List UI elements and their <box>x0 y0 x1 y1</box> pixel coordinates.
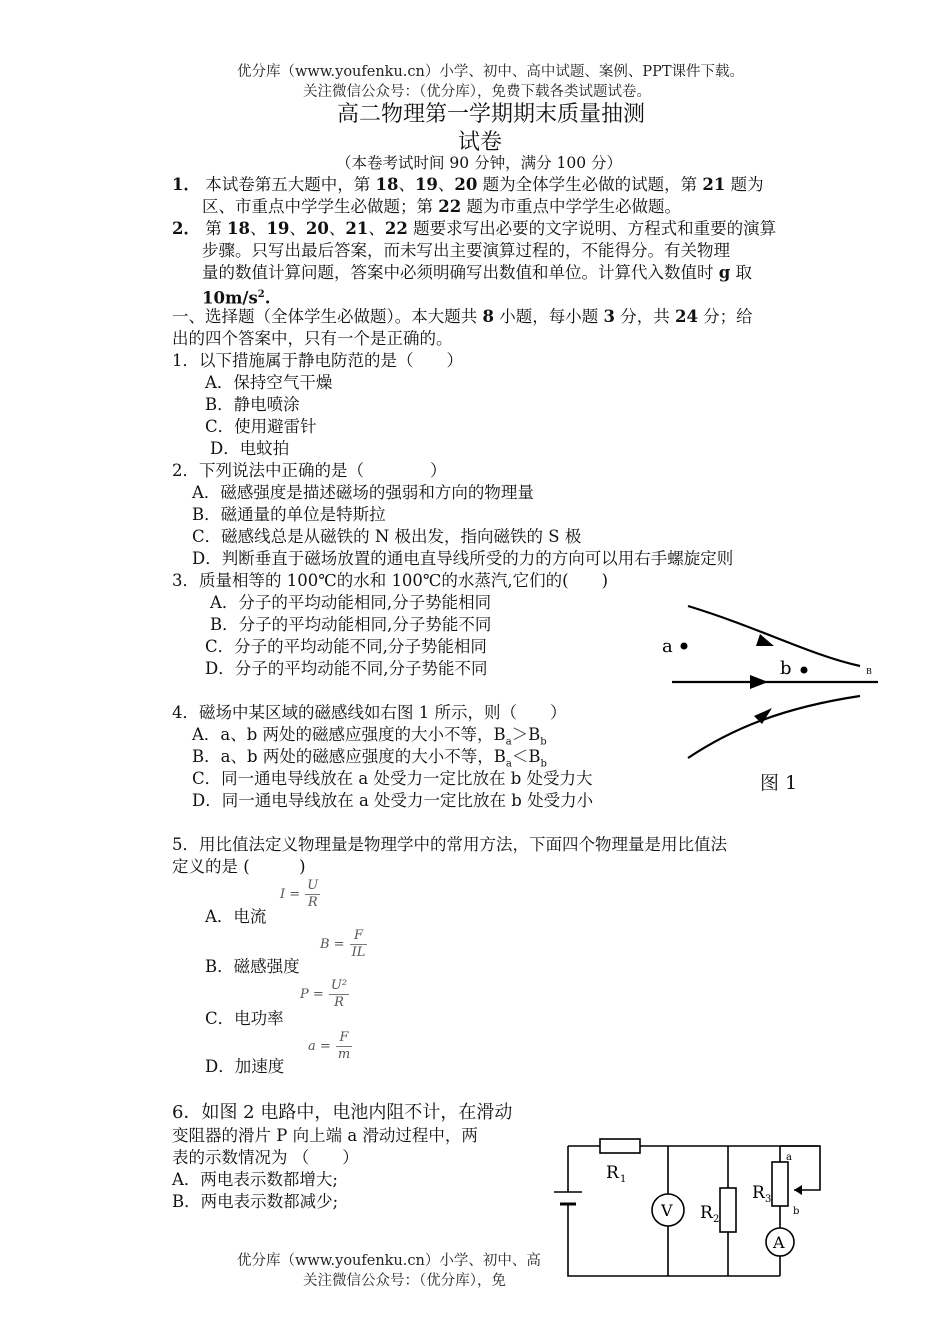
q3-option-a: A．分子的平均动能相同,分子势能相同 <box>210 593 492 612</box>
page-subtitle: 试卷 <box>458 130 503 155</box>
slider-label-a: a <box>786 1152 792 1163</box>
instruction-2: 2． 第 18、19、20、21、22 题要求写出必要的文字说明、方程式和重要的演算 <box>172 219 777 238</box>
q5-stem: 5．用比值法定义物理量是物理学中的常用方法，下面四个物理量是用比值法 <box>172 835 727 854</box>
exam-note: （本卷考试时间 90 分钟，满分 100 分） <box>336 154 623 172</box>
q4-option-c: C．同一通电导线放在 a 处受力一定比放在 b 处受力大 <box>192 769 593 788</box>
q6-stem-line-3: 表的示数情况为 （ ） <box>172 1148 359 1167</box>
label-r1-sub: 1 <box>620 1174 627 1185</box>
q3-option-b: B．分子的平均动能相同,分子势能不同 <box>210 615 492 634</box>
q3-option-c: C．分子的平均动能不同,分子势能相同 <box>205 637 487 656</box>
q4-option-b: B．a、b 两处的磁感应强度的大小不等，$B_a<B_b$ <box>192 747 547 770</box>
q6-stem-line-2: 变阻器的滑片 P 向上端 a 滑动过程中，两 <box>172 1126 478 1145</box>
footer-line-1: 优分库（www.youfenku.cn）小学、初中、高 <box>237 1253 541 1269</box>
q2-option-c: C．磁感线总是从磁铁的 N 极出发，指向磁铁的 S 极 <box>192 527 582 546</box>
q5-formula-a: I = $\frac{U}{R}$ <box>280 878 319 910</box>
label-r3: R <box>752 1183 765 1203</box>
q5-option-c: C．电功率 <box>205 1009 284 1028</box>
footer-line-2: 关注微信公众号：（优分库），免 <box>303 1273 506 1289</box>
q5-formula-b: B = $\frac{F}{IL}$ <box>320 928 366 960</box>
q1-option-c: C．使用避雷针 <box>205 417 317 436</box>
wire-left-bottom <box>568 1204 780 1276</box>
instruction-2-line-2: 步骤。只写出最后答案，而未写出主要演算过程的，不能得分。有关物理 <box>202 241 730 260</box>
q5-option-b: B．磁感强度 <box>205 957 300 976</box>
q5-formula-d: a = $\frac{F}{m}$ <box>308 1030 351 1062</box>
q6-stem: 6．如图 2 电路中，电池内阻不计，在滑动 <box>172 1102 513 1123</box>
figure-2-circuit <box>540 1130 840 1280</box>
figure-1-caption: 图 1 <box>760 772 798 794</box>
point-a-dot <box>681 643 688 650</box>
slider-arrow <box>794 1185 802 1195</box>
instruction-2-line-3: 量的数值计算问题，答案中必须明确写出数值和单位。计算代入数值时 g 取 <box>202 263 753 282</box>
label-b: b <box>780 658 792 679</box>
resistor-r2 <box>720 1188 736 1232</box>
header-line-1: 优分库（www.youfenku.cn）小学、初中、高中试题、案例、PPT课件下载。 <box>237 64 745 80</box>
q6-option-a: A．两电表示数都增大; <box>172 1170 338 1189</box>
instruction-2-line-4: $10m/s^2$. <box>202 288 271 308</box>
label-r3-sub: 3 <box>765 1194 772 1205</box>
label-r1: R <box>606 1163 619 1183</box>
slider-label-b: b <box>793 1206 800 1217</box>
label-r2: R <box>700 1203 713 1223</box>
label-r2-sub: 2 <box>713 1214 720 1225</box>
resistor-r3 <box>772 1162 788 1206</box>
q3-stem: 3．质量相等的 100℃的水和 100℃的水蒸汽,它们的( ) <box>172 571 609 590</box>
q5-option-d: D．加速度 <box>205 1057 285 1076</box>
q5-formula-c: P = $\frac{\text{U²}}{R}$ <box>300 978 348 1010</box>
label-B: B <box>866 667 872 676</box>
q2-option-d: D．判断垂直于磁场放置的通电直导线所受的力的方向可以用右手螺旋定则 <box>192 549 734 568</box>
page-title: 高二物理第一学期期末质量抽测 <box>337 102 646 127</box>
q5-option-a: A．电流 <box>205 907 267 926</box>
q1-option-d: D．电蚊拍 <box>210 439 290 458</box>
voltmeter-label: V <box>661 1201 673 1220</box>
header-line-2: 关注微信公众号：（优分库），免费下载各类试题试卷。 <box>303 84 651 100</box>
q5-stem-line-2: 定义的是 ( ) <box>172 857 306 876</box>
field-line-bottom <box>688 696 860 758</box>
resistor-r1 <box>600 1139 640 1153</box>
q1-option-b: B．静电喷涂 <box>205 395 300 414</box>
field-line-top <box>688 606 860 666</box>
q2-stem: 2．下列说法中正确的是（ ） <box>172 461 447 480</box>
q1-option-a: A．保持空气干燥 <box>205 373 333 392</box>
section-1-heading-line-2: 出的四个答案中，只有一个是正确的。 <box>172 329 453 348</box>
instruction-1-line-2: 区、市重点中学学生必做题；第 22 题为市重点中学学生必做题。 <box>202 197 681 216</box>
point-b-dot <box>801 667 808 674</box>
q2-option-a: A．磁感强度是描述磁场的强弱和方向的物理量 <box>192 483 534 502</box>
q4-option-a: A．a、b 两处的磁感应强度的大小不等，$B_a>B_b$ <box>192 725 547 748</box>
arrow-middle <box>750 675 768 689</box>
q6-option-b: B．两电表示数都减少; <box>172 1192 339 1211</box>
q1-stem: 1．以下措施属于静电防范的是（ ） <box>172 351 463 370</box>
label-a: a <box>662 636 673 657</box>
q4-option-d: D．同一通电导线放在 a 处受力一定比放在 b 处受力小 <box>192 791 594 810</box>
q2-option-b: B．磁通量的单位是特斯拉 <box>192 505 386 524</box>
instruction-1: 1． 本试卷第五大题中，第 18、19、20 题为全体学生必做的试题，第 21 题为 <box>172 175 764 194</box>
q4-stem: 4．磁场中某区域的磁感线如右图 1 所示，则（ ） <box>172 703 567 722</box>
q3-option-d: D．分子的平均动能不同,分子势能不同 <box>205 659 488 678</box>
ammeter-label: A <box>773 1233 785 1252</box>
section-1-heading: 一、选择题（全体学生必做题）。本大题共 8 小题，每小题 3 分，共 24 分；给 <box>172 307 753 326</box>
